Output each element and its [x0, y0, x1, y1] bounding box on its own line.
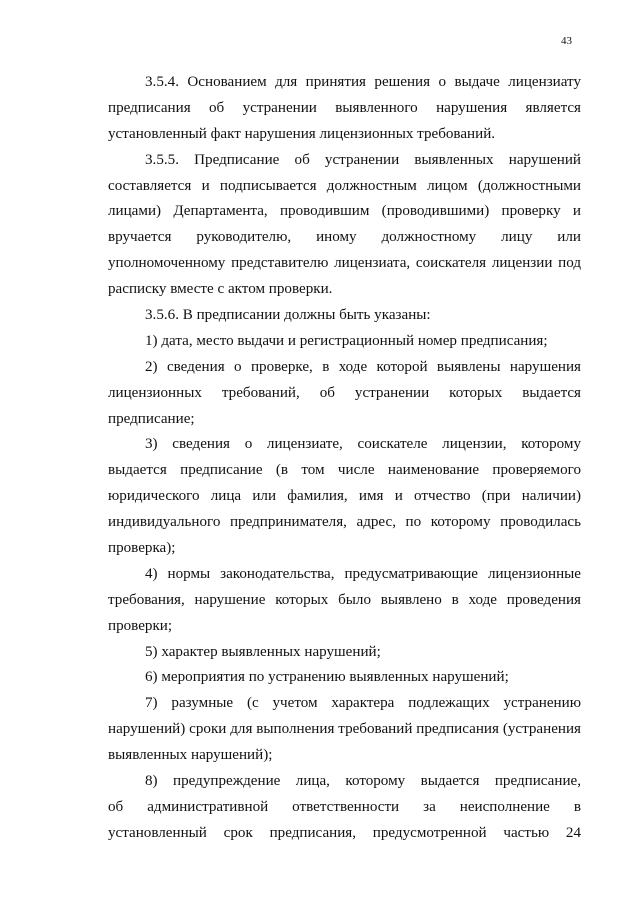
list-item-8 [108, 769, 581, 847]
text-line: предписания об устранении выявленного нарушения является [108, 99, 581, 116]
text-line: установленный срок предписания, предусмотренной частью 24 [108, 824, 581, 841]
text-line: выявленных нарушений); [108, 747, 273, 764]
text-line: составляется и подписывается должностным лицом (должностными [108, 177, 581, 194]
text-line: лицензионных требований, об устранении которых выдается [108, 384, 581, 401]
text-line: вручается руководителю, иному должностному лицу или [108, 229, 581, 246]
paragraph-3-5-6 [108, 303, 581, 329]
text-line: об административной ответственности за неисполнение в [108, 798, 581, 815]
document-body [108, 70, 581, 847]
text-line: 7) разумные (с учетом характера подлежащих устранению [145, 695, 581, 712]
text-line: установленный факт нарушения лицензионных требований. [108, 125, 496, 142]
text-line: юридического лица или фамилия, имя и отчество (при наличии) [108, 488, 581, 505]
list-item-1 [108, 329, 581, 355]
list-item-6 [108, 665, 581, 691]
text-line: выдается предписание (в том числе наименование проверяемого [108, 462, 581, 479]
list-item-3 [108, 432, 581, 561]
text-line: 3.5.5. Предписание об устранении выявленных нарушений [145, 151, 581, 168]
text-line: 1) дата, место выдачи и регистрационный номер предписания; [145, 332, 548, 349]
text-line: 3) сведения о лицензиате, соискателе лицензии, которому [145, 436, 581, 453]
text-line: требования, нарушение которых было выявлено в ходе проведения [108, 591, 581, 608]
text-line: 3.5.4. Основанием для принятия решения о выдаче лицензиату [145, 74, 581, 90]
text-line: 3.5.6. В предписании должны быть указаны: [145, 307, 431, 324]
text-line: уполномоченному представителю лицензиата, соискателя лицензии под [108, 255, 581, 272]
text-line: проверки; [108, 617, 173, 634]
text-line: индивидуального предпринимателя, адрес, по которому проводилась [108, 514, 581, 531]
list-item-5 [108, 640, 581, 666]
list-item-2 [108, 355, 581, 433]
text-line: 8) предупреждение лица, которому выдается предписание, [145, 773, 581, 790]
text-line: расписку вместе с актом проверки. [108, 281, 333, 298]
text-line: 2) сведения о проверке, в ходе которой выявлены нарушения [145, 358, 581, 375]
text-line: проверка); [108, 540, 176, 557]
paragraph-3-5-4 [108, 70, 581, 148]
page-number: 43 [561, 35, 572, 47]
paragraph-3-5-5 [108, 148, 581, 303]
list-item-4 [108, 562, 581, 640]
text-line: 4) нормы законодательства, предусматривающие лицензионные [145, 565, 581, 582]
text-line: предписание; [108, 410, 195, 427]
text-line: 5) характер выявленных нарушений; [145, 643, 381, 660]
list-item-7 [108, 691, 581, 769]
text-line: нарушений) сроки для выполнения требований предписания (устранения [108, 721, 581, 738]
text-line: лицами) Департамента, проводившим (проводившими) проверку и [108, 203, 581, 220]
text-line: 6) мероприятия по устранению выявленных нарушений; [145, 669, 509, 686]
